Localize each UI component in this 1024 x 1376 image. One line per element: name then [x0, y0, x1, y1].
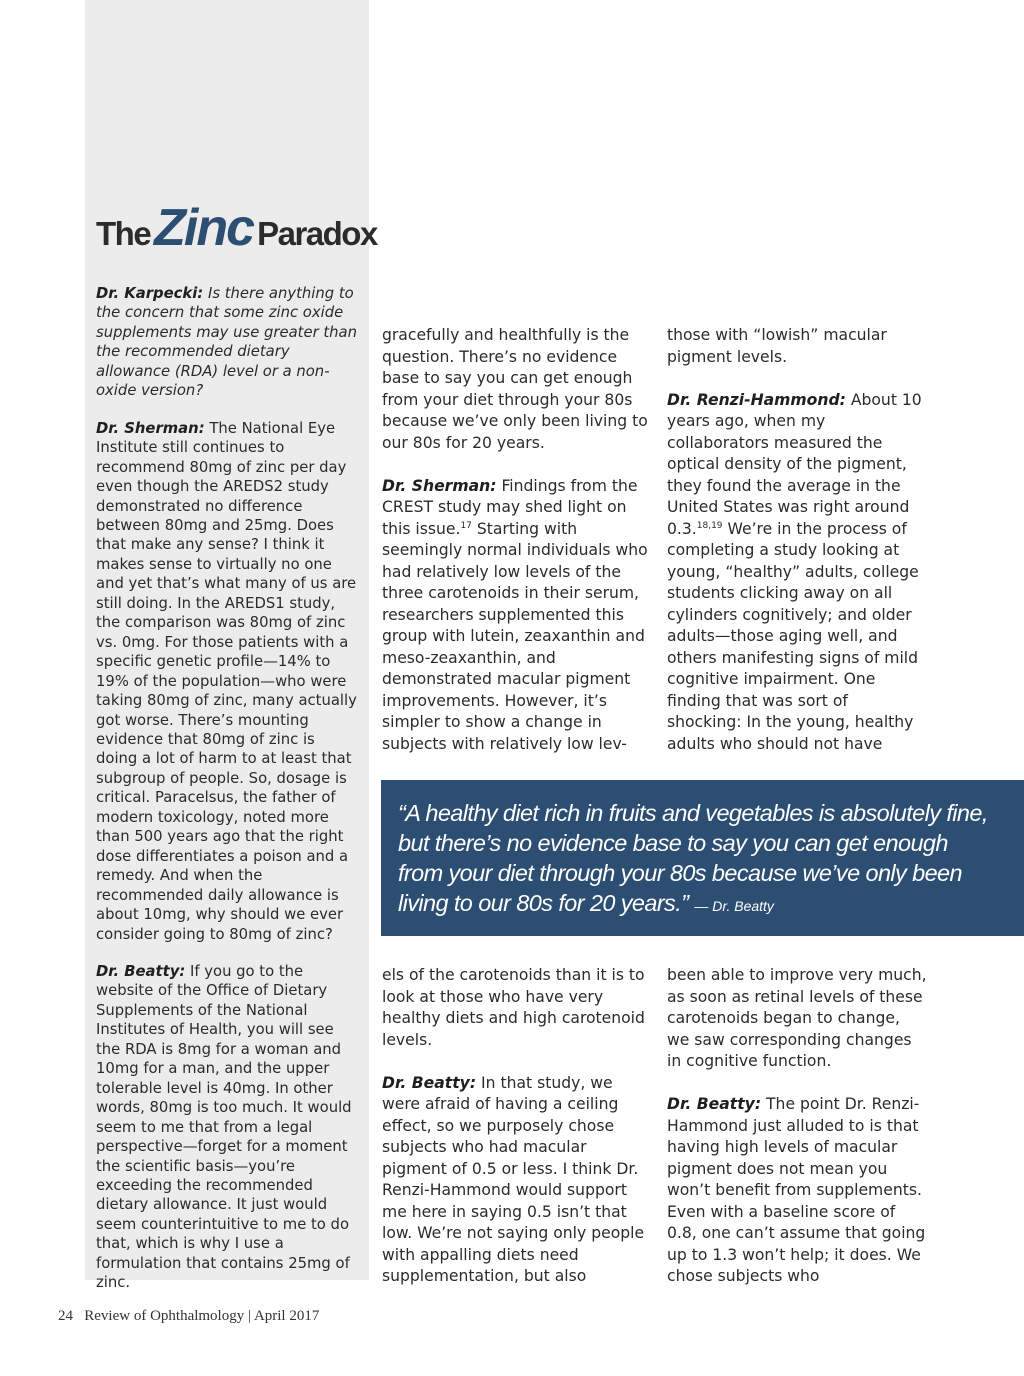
footer-separator: | — [247, 1308, 251, 1324]
pull-quote — [398, 798, 998, 921]
paragraph: been able to improve very much, as soon as retinal levels of these carotenoids began to change, we saw corresponding changes in cognitive function. — [667, 966, 927, 1070]
answer-text: The National Eye Institute still continues to recommend 80mg of zinc per day even though the AREDS2 study demonstrated no difference between 80mg and 25mg. Does that make any sense? I think it makes sense to virtually no one and yet that’s what many of us are still doing. In the AREDS1 study, the comparison was 80mg of zinc vs. 0mg. For those patients with a specific genetic profile—14% to 19% of the population—who were taking 80mg of zinc, many actually got worse. There’s mounting evidence that 80mg of zinc is doing a lot of harm to at least that subgroup of people. So, dosage is critical. Paracelsus, the father of modern toxicology, noted more than 500 years ago that the right dose differentiates a poison and a remedy. And when the recommended daily allowance is about 10mg, why should we ever consider going to 80mg of zinc? — [96, 419, 357, 943]
issue-date: April 2017 — [253, 1308, 320, 1324]
paragraph: els of the carotenoids than it is to look at those who have very healthy diets and high carotenoid levels. — [382, 966, 645, 1049]
paragraph — [382, 1073, 648, 1288]
title-paradox: Paradox — [257, 215, 377, 252]
page-number: 24 — [58, 1308, 73, 1324]
answer-beatty — [96, 962, 360, 1293]
paragraph — [667, 1094, 927, 1288]
citation: 17 — [460, 520, 472, 531]
paragraph — [667, 390, 927, 756]
column-2-top — [382, 325, 648, 777]
speaker-label: Dr. Renzi-Hammond: — [667, 390, 846, 409]
speaker-label: Dr. Beatty: — [667, 1095, 762, 1113]
paragraph — [382, 476, 648, 756]
speaker-label: Dr. Beatty: — [382, 1073, 477, 1092]
paragraph-text: We’re in the process of completing a study looking at young, “healthy” adults, college students clicking away on all cylinders cognitively; and older adults—those aging well, and others manifesting signs of mild cognitive impairment. One finding that was sort of shocking: In the young, healthy adults who should not have — [667, 519, 919, 753]
sidebar-title — [96, 198, 377, 258]
sidebar-text-upper — [96, 284, 360, 962]
answer-sherman — [96, 419, 360, 944]
paragraph-text: The point Dr. Renzi-Hammond just alluded to is that having high levels of macular pigment does not mean you won’t benefit from supplements. Even with a baseline score of 0.8, one can’t assume that going up to 1.3 won’t help; it does. We chose subjects who — [667, 1095, 926, 1285]
question-karpecki — [96, 284, 360, 401]
sidebar-text-lower — [96, 962, 360, 1311]
pull-quote-attribution: — Dr. Beatty — [694, 898, 774, 914]
paragraph-text: In that study, we were afraid of having a ceiling effect, so we purposely chose subjects who had macular pigment of 0.5 or less. I think Dr. Renzi-Hammond would support me here in saying 0.5 isn’t that low. We’re not saying only people with appalling diets need supplementation, but also — [382, 1073, 645, 1285]
title-the: The — [96, 215, 151, 252]
speaker-label: Dr. Karpecki: — [96, 285, 204, 302]
column-3-top — [667, 325, 927, 777]
speaker-label: Dr. Sherman: — [96, 419, 205, 437]
title-zinc: Zinc — [154, 199, 254, 257]
page-footer — [58, 1308, 319, 1325]
pull-quote-text: “A healthy diet rich in fruits and vegetables is absolutely fine, but there’s no evidence base to say you can get enough from your diet through your 80s because we’ve only been living to our 80s for 20 years.” — [398, 800, 988, 916]
citation: 18,19 — [696, 520, 723, 531]
column-2-bottom — [382, 965, 648, 1309]
paragraph: gracefully and healthfully is the question. There’s no evidence base to say you can get enough from your diet through your 80s because we’ve only been living to our 80s for 20 years. — [382, 326, 648, 452]
paragraph: those with “lowish” macular pigment levels. — [667, 326, 887, 366]
question-text: Is there anything to the concern that some zinc oxide supplements may use greater than the recommended dietary allowance (RDA) level or a non-oxide version? — [96, 285, 357, 400]
paragraph-text: About 10 years ago, when my collaborators measured the optical density of the pigment, they found the average in the United States was right around 0.3. — [667, 390, 922, 538]
column-3-bottom — [667, 965, 927, 1309]
answer-text: If you go to the website of the Office of Dietary Supplements of the National Institutes of Health, you will see the RDA is 8mg for a woman and 10mg for a man, and the upper tolerable level is 40mg. In other words, 80mg is too much. It would seem to me that from a legal perspective—forget for a moment the scientific basis—you’re exceeding the recommended dietary allowance. It just would seem counterintuitive to me to do that, which is why I use a formulation that contains 25mg of zinc. — [96, 963, 352, 1292]
speaker-label: Dr. Beatty: — [96, 963, 186, 980]
paragraph-text: Starting with seemingly normal individuals who had relatively low levels of the three carotenoids in their serum, researchers supplemented this group with lutein, zeaxanthin and meso-zeaxanthin, and demonstrated macular pigment improvements. However, it’s simpler to show a change in subjects with relatively low lev- — [382, 519, 648, 753]
paragraph-text: Findings from the CREST study may shed light on this issue. — [382, 476, 638, 538]
speaker-label: Dr. Sherman: — [382, 476, 497, 495]
publication-name: Review of Ophthalmology — [84, 1308, 245, 1324]
